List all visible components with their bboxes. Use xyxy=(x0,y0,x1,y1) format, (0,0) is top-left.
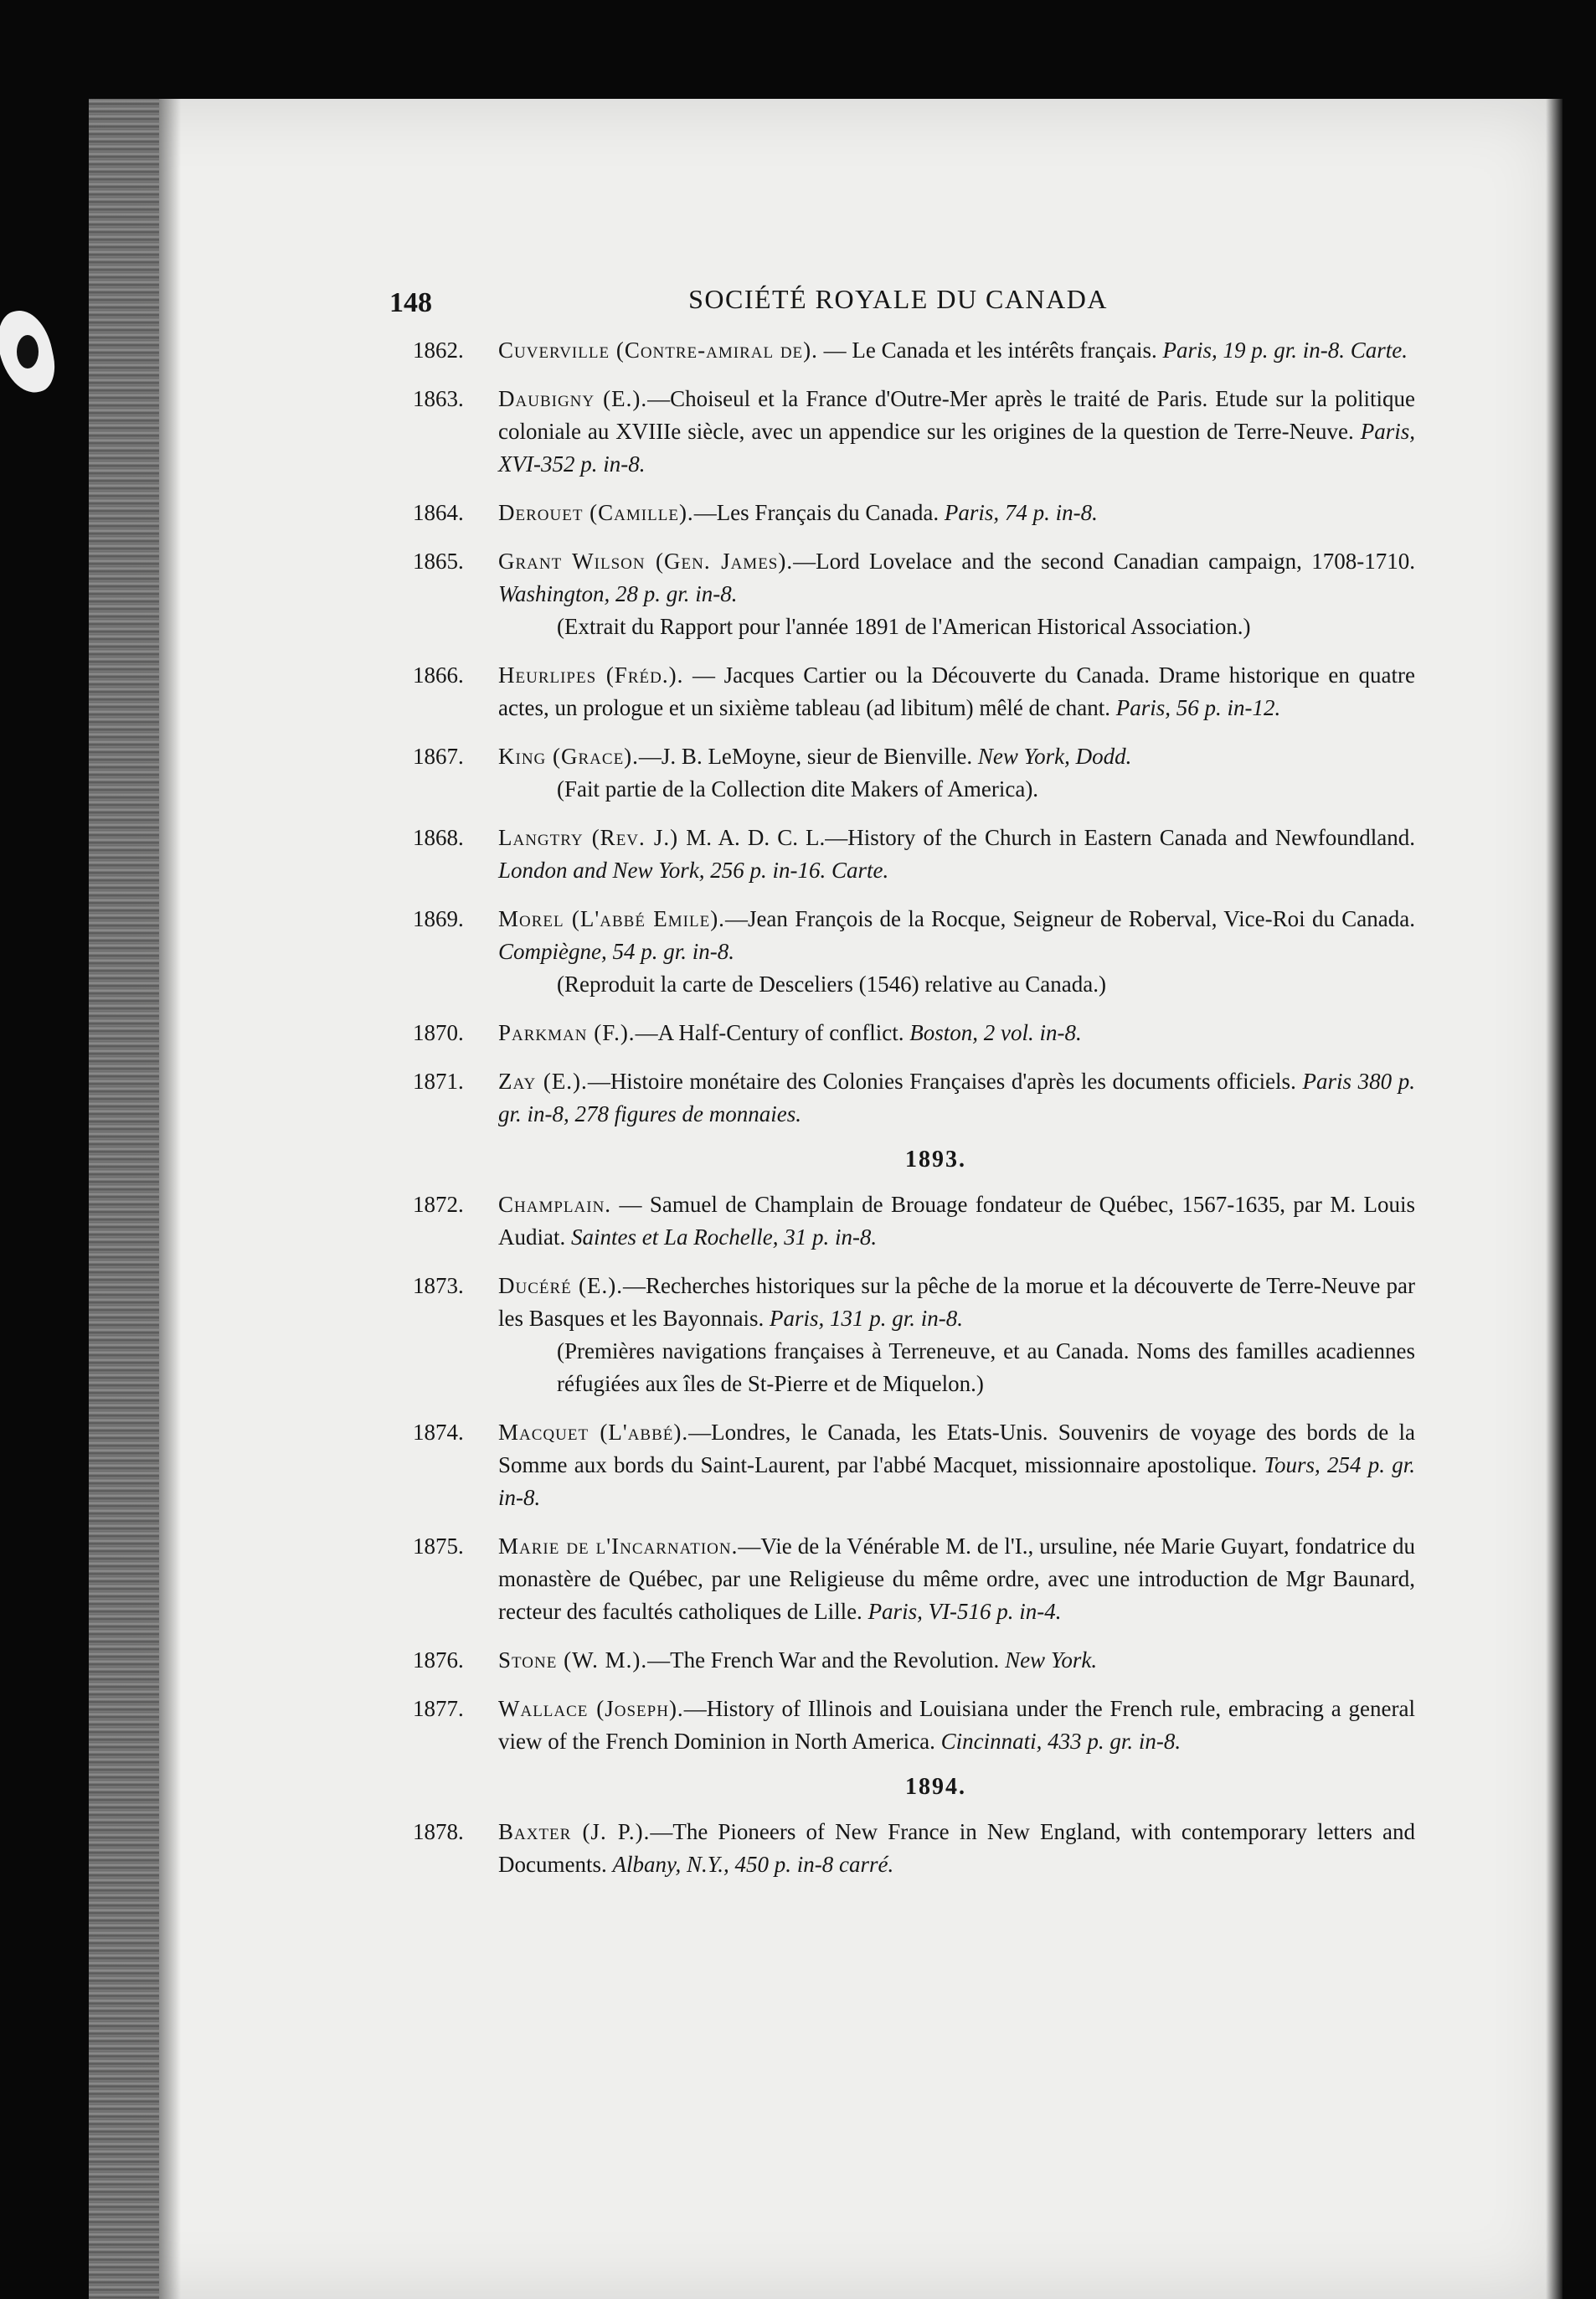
bibliography-list-1894 xyxy=(381,1816,1415,1881)
entry-number: 1873. xyxy=(413,1273,464,1298)
bibliography-entry xyxy=(381,822,1415,887)
entry-author: Daubigny (E.). xyxy=(498,386,648,411)
entry-note: (Reproduit la carte de Desceliers (1546) relative au Canada.) xyxy=(557,972,1106,997)
entry-author: Macquet (L'abbé). xyxy=(498,1420,689,1445)
bibliography-entry xyxy=(381,1017,1415,1049)
entry-number: 1875. xyxy=(413,1534,464,1559)
entry-author: Ducéré (E.). xyxy=(498,1273,623,1298)
entry-number: 1878. xyxy=(413,1819,464,1844)
entry-text xyxy=(498,1188,1415,1254)
entry-number: 1871. xyxy=(413,1069,464,1094)
entry-body: —History of Illinois and Louisiana under the French rule, embracing a general view of the French Dominion in North America. xyxy=(498,1696,1415,1754)
entry-text xyxy=(498,1693,1415,1758)
entry-author: King (Grace). xyxy=(498,744,639,769)
bibliography-list-1893 xyxy=(381,1188,1415,1758)
bibliography-entry xyxy=(381,497,1415,529)
entry-body: —Les Français du Canada. xyxy=(693,500,945,525)
entry-number: 1876. xyxy=(413,1647,464,1673)
entry-author: Parkman (F.). xyxy=(498,1020,636,1045)
spine-shadow xyxy=(159,99,181,2299)
entry-text xyxy=(498,740,1415,773)
bibliography-entry xyxy=(381,1644,1415,1677)
entry-text xyxy=(498,1530,1415,1628)
entry-text xyxy=(498,1816,1415,1881)
entry-text xyxy=(498,659,1415,724)
entry-body: —Recherches historiques sur la pêche de la morue et la découverte de Terre-Neuve par les Basques et les Bayonnais. xyxy=(498,1273,1416,1331)
entry-publication: Albany, N.Y., 450 p. in-8 carré. xyxy=(612,1852,894,1877)
entry-body: — Le Canada et les intérêts français. xyxy=(817,338,1163,363)
margin-smudge-dark xyxy=(17,335,39,369)
entry-author: Champlain. xyxy=(498,1192,612,1217)
entry-number: 1863. xyxy=(413,386,464,411)
entry-publication: Boston, 2 vol. in-8. xyxy=(909,1020,1082,1045)
entry-body: —The French War and the Revolution. xyxy=(647,1647,1006,1673)
entry-text xyxy=(498,1416,1415,1514)
entry-note: (Fait partie de la Collection dite Makers of America). xyxy=(557,776,1039,802)
entry-number: 1866. xyxy=(413,662,464,688)
entry-body: —Londres, le Canada, les Etats-Unis. Souvenirs de voyage des bords de la Somme aux bords du Saint-Laurent, par l'abbé Macquet, missionnaire apostolique. xyxy=(498,1420,1415,1477)
entry-number: 1867. xyxy=(413,744,464,769)
entry-body: —J. B. LeMoyne, sieur de Bienville. xyxy=(638,744,978,769)
entry-text xyxy=(498,822,1415,887)
entry-publication: Washington, 28 p. gr. in-8. xyxy=(498,581,738,606)
entry-number: 1872. xyxy=(413,1192,464,1217)
bibliography-entry xyxy=(381,740,1415,806)
entry-publication: New York, Dodd. xyxy=(977,744,1132,769)
entry-publication: London and New York, 256 p. in-16. Carte. xyxy=(498,858,889,883)
entry-number: 1874. xyxy=(413,1420,464,1445)
page-right-edge xyxy=(1546,99,1563,2299)
entry-number: 1862. xyxy=(413,338,464,363)
entry-note: (Premières navigations françaises à Terreneuve, et au Canada. Noms des familles acadiennes réfugiées aux îles de St-Pierre et de Miquelon.) xyxy=(557,1338,1415,1396)
entry-body: —Choiseul et la France d'Outre-Mer après le traité de Paris. Etude sur la politique coloniale au XVIIIe siècle, avec un appendice sur les origines de la question de Terre-Neuve. xyxy=(498,386,1415,444)
entry-author: Cuverville (Contre-amiral de). xyxy=(498,338,818,363)
entry-body: —The Pioneers of New France in New England, with contemporary letters and Documents. xyxy=(498,1819,1415,1877)
bibliography-entry xyxy=(381,1816,1415,1881)
entry-publication: Compiègne, 54 p. gr. in-8. xyxy=(498,939,734,964)
entry-author: Baxter (J. P.). xyxy=(498,1819,651,1844)
page-content xyxy=(381,281,1415,1897)
entry-author: Marie de l'Incarnation. xyxy=(498,1534,739,1559)
entry-number: 1865. xyxy=(413,549,464,574)
entry-author: Stone (W. M.). xyxy=(498,1647,648,1673)
entry-body: —A Half-Century of conflict. xyxy=(635,1020,910,1045)
entry-number: 1869. xyxy=(413,906,464,931)
entry-author: Langtry (Rev. J.) xyxy=(498,825,679,850)
entry-author: Heurlipes (Fréd.). xyxy=(498,662,684,688)
entry-body: M. A. D. C. L.—History of the Church in Eastern Canada and Newfoundland. xyxy=(678,825,1416,850)
page-number: 148 xyxy=(389,287,432,318)
entry-author: Morel (L'abbé Emile). xyxy=(498,906,725,931)
bibliography-entry xyxy=(381,334,1415,367)
entry-text xyxy=(498,903,1415,968)
entry-author: Grant Wilson (Gen. James). xyxy=(498,549,794,574)
entry-author: Wallace (Joseph). xyxy=(498,1696,684,1721)
entry-number: 1870. xyxy=(413,1020,464,1045)
entry-body: —Lord Lovelace and the second Canadian campaign, 1708-1710. xyxy=(793,549,1416,574)
entry-text xyxy=(498,545,1415,611)
entry-number: 1868. xyxy=(413,825,464,850)
bibliography-entry xyxy=(381,1188,1415,1254)
entry-text xyxy=(498,383,1415,481)
bibliography-entry xyxy=(381,1530,1415,1628)
bibliography-list-1892 xyxy=(381,334,1415,1131)
entry-text xyxy=(498,1065,1415,1131)
entry-publication: Paris, XVI-352 p. in-8. xyxy=(498,419,1415,477)
entry-body: —Histoire monétaire des Colonies Françaises d'après les documents officiels. xyxy=(587,1069,1303,1094)
entry-text xyxy=(498,1017,1415,1049)
entry-publication: Saintes et La Rochelle, 31 p. in-8. xyxy=(571,1224,878,1250)
book-spine xyxy=(89,99,159,2299)
entry-publication: Cincinnati, 433 p. gr. in-8. xyxy=(940,1729,1182,1754)
bibliography-entry xyxy=(381,1693,1415,1758)
entry-publication: Tours, 254 p. gr. in-8. xyxy=(498,1452,1415,1510)
entry-number: 1864. xyxy=(413,500,464,525)
entry-text xyxy=(498,1270,1415,1335)
entry-author: Zay (E.). xyxy=(498,1069,588,1094)
entry-publication: Paris, 19 p. gr. in-8. Carte. xyxy=(1162,338,1408,363)
entry-body: — Samuel de Champlain de Brouage fondateur de Québec, 1567-1635, par M. Louis Audiat. xyxy=(498,1192,1415,1250)
bibliography-entry xyxy=(381,903,1415,1001)
entry-body: —Jean François de la Rocque, Seigneur de Roberval, Vice-Roi du Canada. xyxy=(724,906,1415,931)
bibliography-entry xyxy=(381,383,1415,481)
bibliography-entry xyxy=(381,545,1415,643)
entry-note: (Extrait du Rapport pour l'année 1891 de l'American Historical Association.) xyxy=(557,614,1251,639)
entry-text xyxy=(498,1644,1415,1677)
bibliography-entry xyxy=(381,1270,1415,1400)
entry-body: — Jacques Cartier ou la Découverte du Canada. Drame historique en quatre actes, un prologue et un sixième tableau (ad libitum) mêlé de chant. xyxy=(498,662,1415,720)
bibliography-entry xyxy=(381,1065,1415,1131)
entry-text xyxy=(498,497,1415,529)
year-heading-1893: 1893. xyxy=(905,1147,966,1173)
entry-publication: New York. xyxy=(1005,1647,1098,1673)
entry-number: 1877. xyxy=(413,1696,464,1721)
bibliography-entry xyxy=(381,1416,1415,1514)
bibliography-entry xyxy=(381,659,1415,724)
running-header xyxy=(381,281,1415,329)
entry-body: —Vie de la Vénérable M. de l'I., ursuline, née Marie Guyart, fondatrice du monastère de Québec, par une Religieuse du même ordre, avec une introduction de Mgr Baunard, recteur des facultés catholiques de Lille. xyxy=(498,1534,1416,1624)
entry-publication: Paris 380 p. gr. in-8, 278 figures de monnaies. xyxy=(498,1069,1416,1126)
entry-author: Derouet (Camille). xyxy=(498,500,694,525)
entry-publication: Paris, VI-516 p. in-4. xyxy=(868,1599,1062,1624)
year-heading-1894: 1894. xyxy=(905,1774,966,1800)
entry-publication: Paris, 131 p. gr. in-8. xyxy=(769,1306,963,1331)
running-title: SOCIÉTÉ ROYALE DU CANADA xyxy=(688,284,1108,314)
entry-publication: Paris, 56 p. in-12. xyxy=(1115,695,1281,720)
entry-text xyxy=(498,334,1415,367)
entry-publication: Paris, 74 p. in-8. xyxy=(944,500,1098,525)
